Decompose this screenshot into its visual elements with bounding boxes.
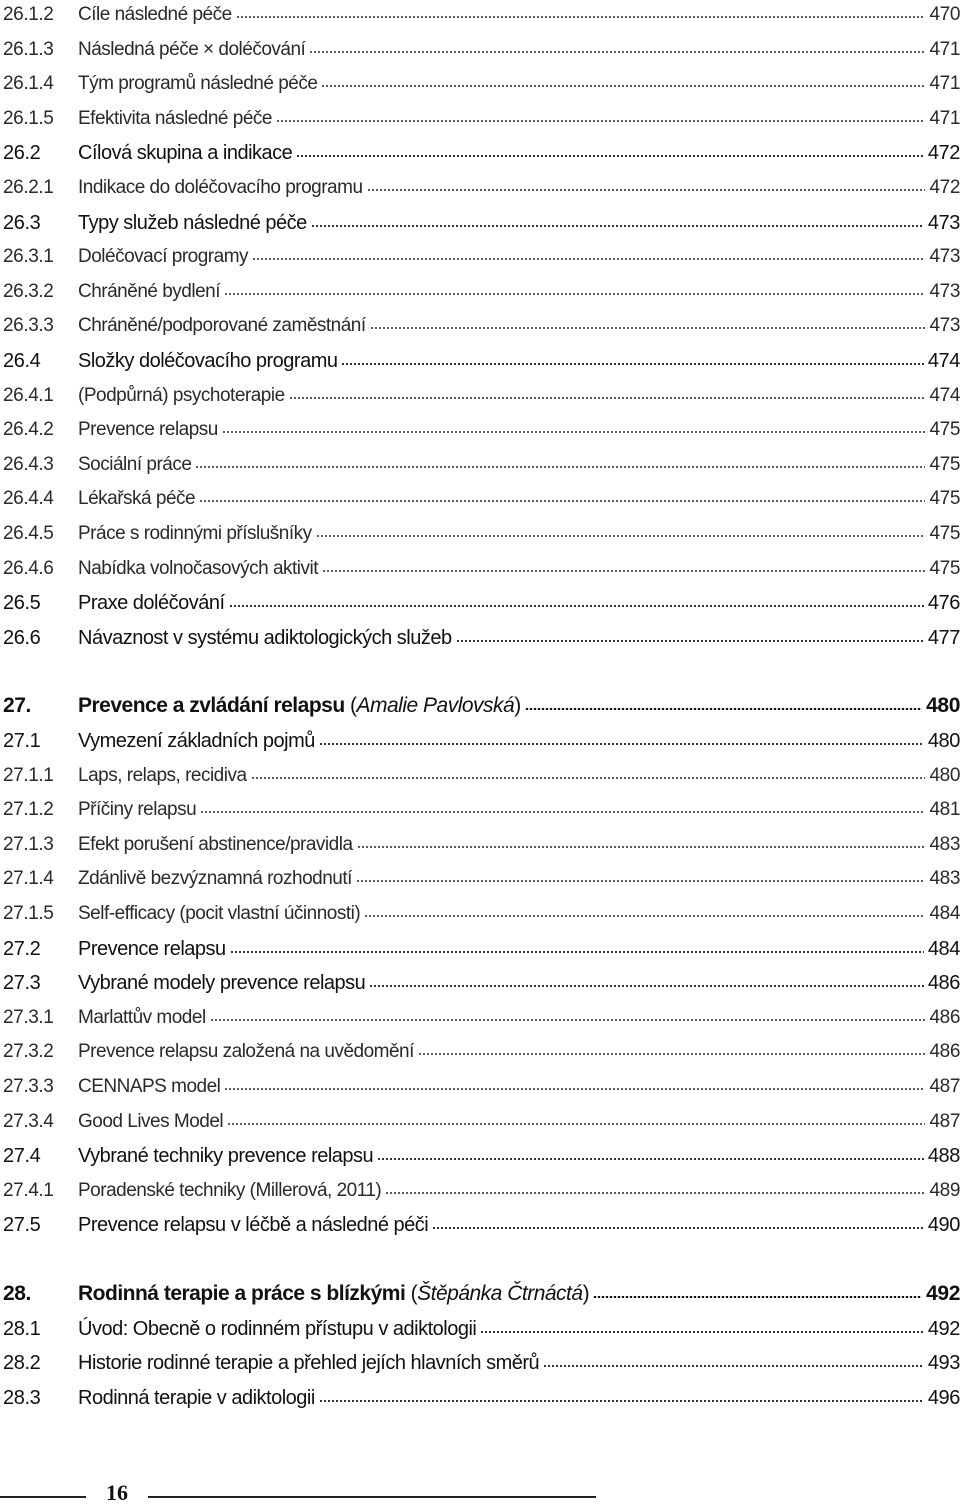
toc-entry-title: Lékařská péče: [78, 488, 196, 509]
toc-entry-page: 475: [929, 558, 960, 579]
author-paren-close: ): [582, 1282, 590, 1305]
toc-entry-page: 480: [929, 765, 960, 786]
toc-entry-page: 471: [929, 108, 960, 129]
toc-entry-title-wrap: [78, 142, 292, 165]
toc-entry-body: [78, 938, 960, 961]
toc-entry-body: [78, 1111, 960, 1133]
toc-entry-title-wrap: [78, 592, 225, 615]
toc-entry-title-wrap: [78, 972, 365, 995]
toc-entry-number: 27.5: [3, 1213, 41, 1236]
toc-entry[interactable]: [0, 1107, 960, 1137]
toc-entry-number: 26.4: [3, 349, 41, 372]
toc-entry-title-wrap: [78, 350, 337, 373]
toc-entry-title: Doléčovací programy: [78, 246, 249, 267]
toc-entry[interactable]: [0, 69, 960, 99]
leader-dots: [593, 1296, 922, 1298]
toc-entry-title: Self-efficacy (pocit vlastní účinnosti): [78, 903, 361, 924]
toc-entry-body: [78, 1387, 960, 1410]
leader-dots: [321, 85, 925, 87]
toc-entry-number: 27.3.3: [3, 1076, 54, 1097]
toc-entry[interactable]: [0, 691, 960, 721]
toc-entry-number: 27.: [3, 694, 31, 717]
leader-dots: [276, 120, 926, 122]
toc-entry[interactable]: [0, 1176, 960, 1206]
toc-entry-title-wrap: [78, 694, 521, 718]
toc-entry-title: Efektivita následné péče: [78, 108, 272, 129]
toc-entry-title-wrap: [78, 39, 305, 61]
toc-entry-number: 27.4: [3, 1144, 41, 1167]
toc-entry-title-wrap: [78, 730, 315, 753]
page-number: 16: [106, 1480, 128, 1505]
toc-entry-body: [78, 592, 960, 615]
toc-entry-author: Štěpánka Čtrnáctá: [417, 1282, 583, 1305]
toc-entry-title: Sociální práce: [78, 454, 192, 475]
toc-entry-number: 27.3: [3, 971, 41, 994]
toc-entry-body: [78, 73, 960, 95]
toc-entry-title: Typy služeb následné péče: [78, 211, 307, 234]
toc-entry-author: Amalie Pavlovská: [356, 694, 515, 717]
toc-entry-title-wrap: [78, 419, 218, 441]
toc-entry-number: 26.1.4: [3, 73, 54, 94]
leader-dots: [210, 1019, 926, 1021]
toc-entry-page: 484: [929, 903, 960, 924]
toc-entry-body: [78, 694, 960, 718]
author-paren-close: ): [514, 694, 521, 717]
toc-entry-number: 27.3.2: [3, 1041, 54, 1062]
toc-entry-page: 483: [929, 868, 960, 889]
toc-entry-page: 475: [929, 523, 960, 544]
toc-entry-page: 486: [929, 1041, 960, 1062]
toc-entry-title: (Podpůrná) psychoterapie: [78, 385, 285, 406]
toc-entry-number: 26.2.1: [3, 177, 54, 198]
toc-entry-title: Marlattův model: [78, 1007, 206, 1028]
toc-entry-number: 28.: [3, 1282, 31, 1305]
leader-dots: [341, 363, 923, 365]
toc-entry-number: 26.3.2: [3, 281, 54, 302]
toc-entry-title-wrap: [78, 1007, 206, 1029]
toc-entry-page: 474: [927, 349, 960, 372]
leader-dots: [316, 535, 926, 537]
toc-entry[interactable]: [0, 381, 960, 411]
toc-entry[interactable]: [0, 208, 960, 238]
toc-entry[interactable]: [0, 726, 960, 756]
toc-entry-body: [78, 1145, 960, 1168]
toc-entry-body: [78, 903, 960, 925]
toc-entry-title: Laps, relaps, recidiva: [78, 765, 247, 786]
toc-entry-body: [78, 246, 960, 268]
toc-entry-body: [78, 799, 960, 821]
toc-entry-page: 486: [927, 971, 960, 994]
toc-entry[interactable]: [0, 311, 960, 341]
leader-dots: [385, 1192, 925, 1194]
leader-dots: [236, 16, 926, 18]
leader-dots: [224, 1088, 925, 1090]
toc-entry-title: Práce s rodinnými příslušníky: [78, 523, 312, 544]
toc-entry-body: [78, 142, 960, 165]
toc-entry-body: [78, 39, 960, 61]
toc-entry-title-wrap: [78, 1145, 373, 1168]
leader-dots: [195, 466, 925, 468]
toc-entry-body: [78, 972, 960, 995]
toc-entry-number: 27.3.4: [3, 1111, 54, 1132]
leader-dots: [230, 951, 924, 953]
toc-entry-number: 26.3: [3, 211, 41, 234]
leader-dots: [525, 708, 922, 710]
toc-entry-page: 490: [927, 1213, 960, 1236]
toc-entry-title-wrap: [78, 1214, 428, 1237]
toc-entry-body: [78, 765, 960, 787]
toc-entry-page: 493: [927, 1351, 960, 1374]
toc-entry[interactable]: [0, 554, 960, 584]
leader-dots: [377, 1158, 924, 1160]
leader-dots: [229, 605, 924, 607]
toc-entry-page: 473: [927, 211, 960, 234]
toc-entry[interactable]: [0, 415, 960, 445]
toc-entry-body: [78, 1282, 960, 1306]
toc-entry-body: [78, 523, 960, 545]
toc-entry-number: 26.6: [3, 626, 41, 649]
toc-entry-body: [78, 454, 960, 476]
toc-entry-title-wrap: [78, 523, 312, 545]
footer-rule-right: [148, 1496, 596, 1498]
toc-entry[interactable]: [0, 588, 960, 618]
toc-entry-title-wrap: [78, 1111, 223, 1133]
toc-entry-body: [78, 1214, 960, 1237]
toc-entry-body: [78, 385, 960, 407]
leader-dots: [319, 1400, 924, 1402]
leader-dots: [319, 743, 924, 745]
toc-entry-number: 26.4.6: [3, 558, 54, 579]
toc-entry-page: 483: [929, 834, 960, 855]
toc-entry[interactable]: [0, 795, 960, 825]
toc-entry-number: 26.1.2: [3, 4, 54, 25]
leader-dots: [364, 915, 925, 917]
toc-entry[interactable]: [0, 346, 960, 376]
toc-entry-page: 473: [929, 315, 960, 336]
toc-entry-page: 480: [926, 694, 960, 717]
toc-entry[interactable]: [0, 761, 960, 791]
toc-entry-number: 26.4.3: [3, 454, 54, 475]
toc-entry-number: 27.2: [3, 937, 41, 960]
toc-entry-title: Rodinná terapie v adiktologii: [78, 1386, 315, 1409]
toc-entry-page: 488: [927, 1144, 960, 1167]
toc-entry-title-wrap: [78, 799, 196, 821]
toc-entry-page: 474: [929, 385, 960, 406]
toc-entry-title-wrap: [78, 868, 352, 890]
leader-dots: [367, 189, 926, 191]
toc-entry-body: [78, 419, 960, 441]
toc-entry-body: [78, 212, 960, 235]
leader-dots: [418, 1053, 926, 1055]
toc-entry-title-wrap: [78, 1282, 589, 1306]
toc-entry-number: 26.1.5: [3, 108, 54, 129]
toc-entry[interactable]: [0, 277, 960, 307]
toc-entry-title: Prevence relapsu v léčbě a následné péči: [78, 1213, 429, 1236]
toc-entry-body: [78, 177, 960, 199]
toc-entry-body: [78, 1076, 960, 1098]
leader-dots: [322, 570, 925, 572]
author-paren-open: (: [344, 694, 357, 717]
toc-entry-page: 471: [929, 39, 960, 60]
toc-entry-body: [78, 1007, 960, 1029]
toc-entry-number: 27.1.5: [3, 903, 54, 924]
toc-entry-title: Indikace do doléčovacího programu: [78, 177, 363, 198]
toc-entry-title: Prevence a zvládání relapsu: [78, 694, 345, 717]
toc-entry-number: 27.4.1: [3, 1180, 54, 1201]
toc-entry-body: [78, 558, 960, 580]
toc-entry-number: 26.2: [3, 141, 41, 164]
toc-entry-title-wrap: [78, 281, 220, 303]
toc-entry-number: 26.4.5: [3, 523, 54, 544]
toc-entry-title: Složky doléčovacího programu: [78, 349, 338, 372]
toc-entry[interactable]: [0, 242, 960, 272]
toc-entry[interactable]: [0, 104, 960, 134]
footer-rule-left: [0, 1496, 86, 1498]
toc-entry-page: 487: [929, 1111, 960, 1132]
toc-entry-page: 492: [927, 1317, 960, 1340]
toc-entry-number: 26.4.1: [3, 385, 54, 406]
toc-entry[interactable]: [0, 1383, 960, 1413]
toc-entry-body: [78, 868, 960, 890]
toc-entry-page: 473: [929, 246, 960, 267]
toc-entry-title-wrap: [78, 454, 191, 476]
toc-entry-title-wrap: [78, 385, 285, 407]
toc-entry-title-wrap: [78, 1041, 414, 1063]
toc-entry-title-wrap: [78, 1387, 315, 1410]
toc-entry-title-wrap: [78, 488, 195, 510]
leader-dots: [370, 327, 926, 329]
toc-entry-page: 470: [929, 4, 960, 25]
toc-entry-number: 26.4.2: [3, 419, 54, 440]
toc-entry-title: Praxe doléčování: [78, 591, 225, 614]
toc-entry-title: Cíle následné péče: [78, 4, 232, 25]
toc-entry-title: Prevence relapsu: [78, 419, 218, 440]
toc-entry-page: 486: [929, 1007, 960, 1028]
toc-entry-page: 480: [927, 729, 960, 752]
leader-dots: [227, 1123, 925, 1125]
toc-entry-body: [78, 488, 960, 510]
toc-entry[interactable]: [0, 968, 960, 998]
author-paren-open: (: [405, 1282, 418, 1305]
toc-entry-body: [78, 1180, 960, 1202]
toc-entry-number: 27.1.2: [3, 799, 54, 820]
toc-entry-body: [78, 281, 960, 303]
toc-entry[interactable]: [0, 1037, 960, 1067]
toc-entry-title: Rodinná terapie a práce s blízkými: [78, 1282, 406, 1305]
toc-entry-title-wrap: [78, 627, 452, 650]
toc-entry[interactable]: [0, 934, 960, 964]
toc-entry-title: Chráněné/podporované zaměstnání: [78, 315, 366, 336]
leader-dots: [309, 51, 925, 53]
leader-dots: [357, 846, 926, 848]
toc-entry-body: [78, 730, 960, 753]
toc-entry-title-wrap: [78, 1318, 476, 1341]
toc-entry-number: 27.1: [3, 729, 41, 752]
toc-entry-title-wrap: [78, 765, 247, 787]
toc-entry[interactable]: [0, 519, 960, 549]
toc-entry-number: 28.2: [3, 1351, 41, 1374]
toc-entry-page: 484: [927, 937, 960, 960]
toc-entry-title-wrap: [78, 246, 248, 268]
leader-dots: [251, 777, 926, 779]
toc-entry[interactable]: [0, 864, 960, 894]
toc-entry-number: 26.3.3: [3, 315, 54, 336]
toc-entry-body: [78, 1041, 960, 1063]
leader-dots: [311, 225, 924, 227]
leader-dots: [200, 811, 925, 813]
toc-entry-page: 492: [926, 1282, 960, 1305]
toc-entry-title: Nabídka volnočasových aktivit: [78, 558, 319, 579]
toc-entry-page: 496: [927, 1386, 960, 1409]
leader-dots: [252, 258, 925, 260]
toc-entry-title-wrap: [78, 558, 318, 580]
toc-entry-number: 26.1.3: [3, 39, 54, 60]
toc-entry-title-wrap: [78, 1352, 539, 1375]
toc-entry-title: Efekt porušení abstinence/pravidla: [78, 834, 353, 855]
leader-dots: [480, 1331, 923, 1333]
toc-entry-title: Good Lives Model: [78, 1111, 224, 1132]
toc-entry-title: CENNAPS model: [78, 1076, 221, 1097]
toc-entry-page: 471: [929, 73, 960, 94]
toc-entry-title: Vybrané modely prevence relapsu: [78, 971, 366, 994]
toc-entry-title: Poradenské techniky (Millerová, 2011): [78, 1180, 382, 1201]
leader-dots: [456, 640, 924, 642]
toc-entry-body: [78, 1318, 960, 1341]
toc-entry-number: 26.4.4: [3, 488, 54, 509]
leader-dots: [369, 985, 924, 987]
toc-entry-body: [78, 350, 960, 373]
toc-entry-page: 473: [929, 281, 960, 302]
toc-entry-number: 27.1.4: [3, 868, 54, 889]
toc-entry-page: 477: [927, 626, 960, 649]
toc-entry-body: [78, 108, 960, 130]
toc-entry-title: Návaznost v systému adiktologických služeb: [78, 626, 452, 649]
toc-entry-number: 26.5: [3, 591, 41, 614]
toc-entry-body: [78, 627, 960, 650]
toc-entry[interactable]: [0, 173, 960, 203]
toc-entry-title: Historie rodinné terapie a přehled jejích hlavních směrů: [78, 1351, 540, 1374]
toc-entry-page: 472: [929, 177, 960, 198]
toc-entry[interactable]: [0, 484, 960, 514]
toc-entry-title: Příčiny relapsu: [78, 799, 197, 820]
toc-entry-title-wrap: [78, 4, 232, 26]
toc-entry-page: 489: [929, 1180, 960, 1201]
toc-entry-page: 475: [929, 419, 960, 440]
toc-entry-title-wrap: [78, 1180, 381, 1202]
toc-entry-title-wrap: [78, 903, 360, 925]
toc-entry-title: Vybrané techniky prevence relapsu: [78, 1144, 374, 1167]
leader-dots: [222, 431, 926, 433]
toc-entry-number: 28.1: [3, 1317, 41, 1340]
toc-entry-title-wrap: [78, 834, 353, 856]
toc-entry-title: Zdánlivě bezvýznamná rozhodnutí: [78, 868, 352, 889]
toc-entry[interactable]: [0, 1348, 960, 1378]
toc-entry-page: 472: [927, 141, 960, 164]
leader-dots: [356, 880, 926, 882]
toc-entry-title-wrap: [78, 73, 317, 95]
toc-entry[interactable]: [0, 1210, 960, 1240]
toc-entry-title-wrap: [78, 177, 363, 199]
toc-entry[interactable]: [0, 1003, 960, 1033]
toc-entry-title-wrap: [78, 108, 272, 130]
toc-entry-body: [78, 1352, 960, 1375]
toc-entry-title: Cílová skupina a indikace: [78, 141, 293, 164]
toc-entry[interactable]: [0, 830, 960, 860]
toc-entry[interactable]: [0, 1072, 960, 1102]
toc-entry-title: Chráněné bydlení: [78, 281, 220, 302]
toc-entry-title-wrap: [78, 212, 307, 235]
toc-entry-title: Úvod: Obecně o rodinném přístupu v adiktologii: [78, 1317, 477, 1340]
toc-entry[interactable]: [0, 1314, 960, 1344]
toc-entry-body: [78, 315, 960, 337]
toc-entry-title: Prevence relapsu: [78, 937, 226, 960]
leader-dots: [199, 500, 925, 502]
toc-entry-title: Prevence relapsu založená na uvědomění: [78, 1041, 414, 1062]
leader-dots: [432, 1227, 924, 1229]
toc-entry-title: Vymezení základních pojmů: [78, 729, 315, 752]
toc-entry[interactable]: [0, 1279, 960, 1309]
toc-entry-body: [78, 4, 960, 26]
toc-entry-page: 476: [927, 591, 960, 614]
toc-entry-title-wrap: [78, 315, 366, 337]
toc-entry[interactable]: [0, 1141, 960, 1171]
toc-entry-title: Následná péče × doléčování: [78, 39, 306, 60]
toc-entry-title-wrap: [78, 938, 226, 961]
toc-entry-number: 28.3: [3, 1386, 41, 1409]
toc-entry-number: 27.1.1: [3, 765, 54, 786]
toc-entry-body: [78, 834, 960, 856]
toc-entry[interactable]: [0, 138, 960, 168]
toc-entry[interactable]: [0, 0, 960, 30]
toc-entry-title: Tým programů následné péče: [78, 73, 318, 94]
toc-entry[interactable]: [0, 899, 960, 929]
toc-entry-number: 27.3.1: [3, 1007, 54, 1028]
toc-entry[interactable]: [0, 35, 960, 65]
toc-entry[interactable]: [0, 450, 960, 480]
toc-entry-number: 26.3.1: [3, 246, 54, 267]
leader-dots: [224, 293, 925, 295]
toc-entry-page: 487: [929, 1076, 960, 1097]
leader-dots: [296, 155, 924, 157]
leader-dots: [543, 1365, 924, 1367]
toc-entry-page: 481: [929, 799, 960, 820]
toc-entry-title-wrap: [78, 1076, 220, 1098]
leader-dots: [289, 397, 926, 399]
toc-entry-page: 475: [929, 488, 960, 509]
toc-entry-number: 27.1.3: [3, 834, 54, 855]
toc-entry[interactable]: [0, 623, 960, 653]
toc-entry-page: 475: [929, 454, 960, 475]
